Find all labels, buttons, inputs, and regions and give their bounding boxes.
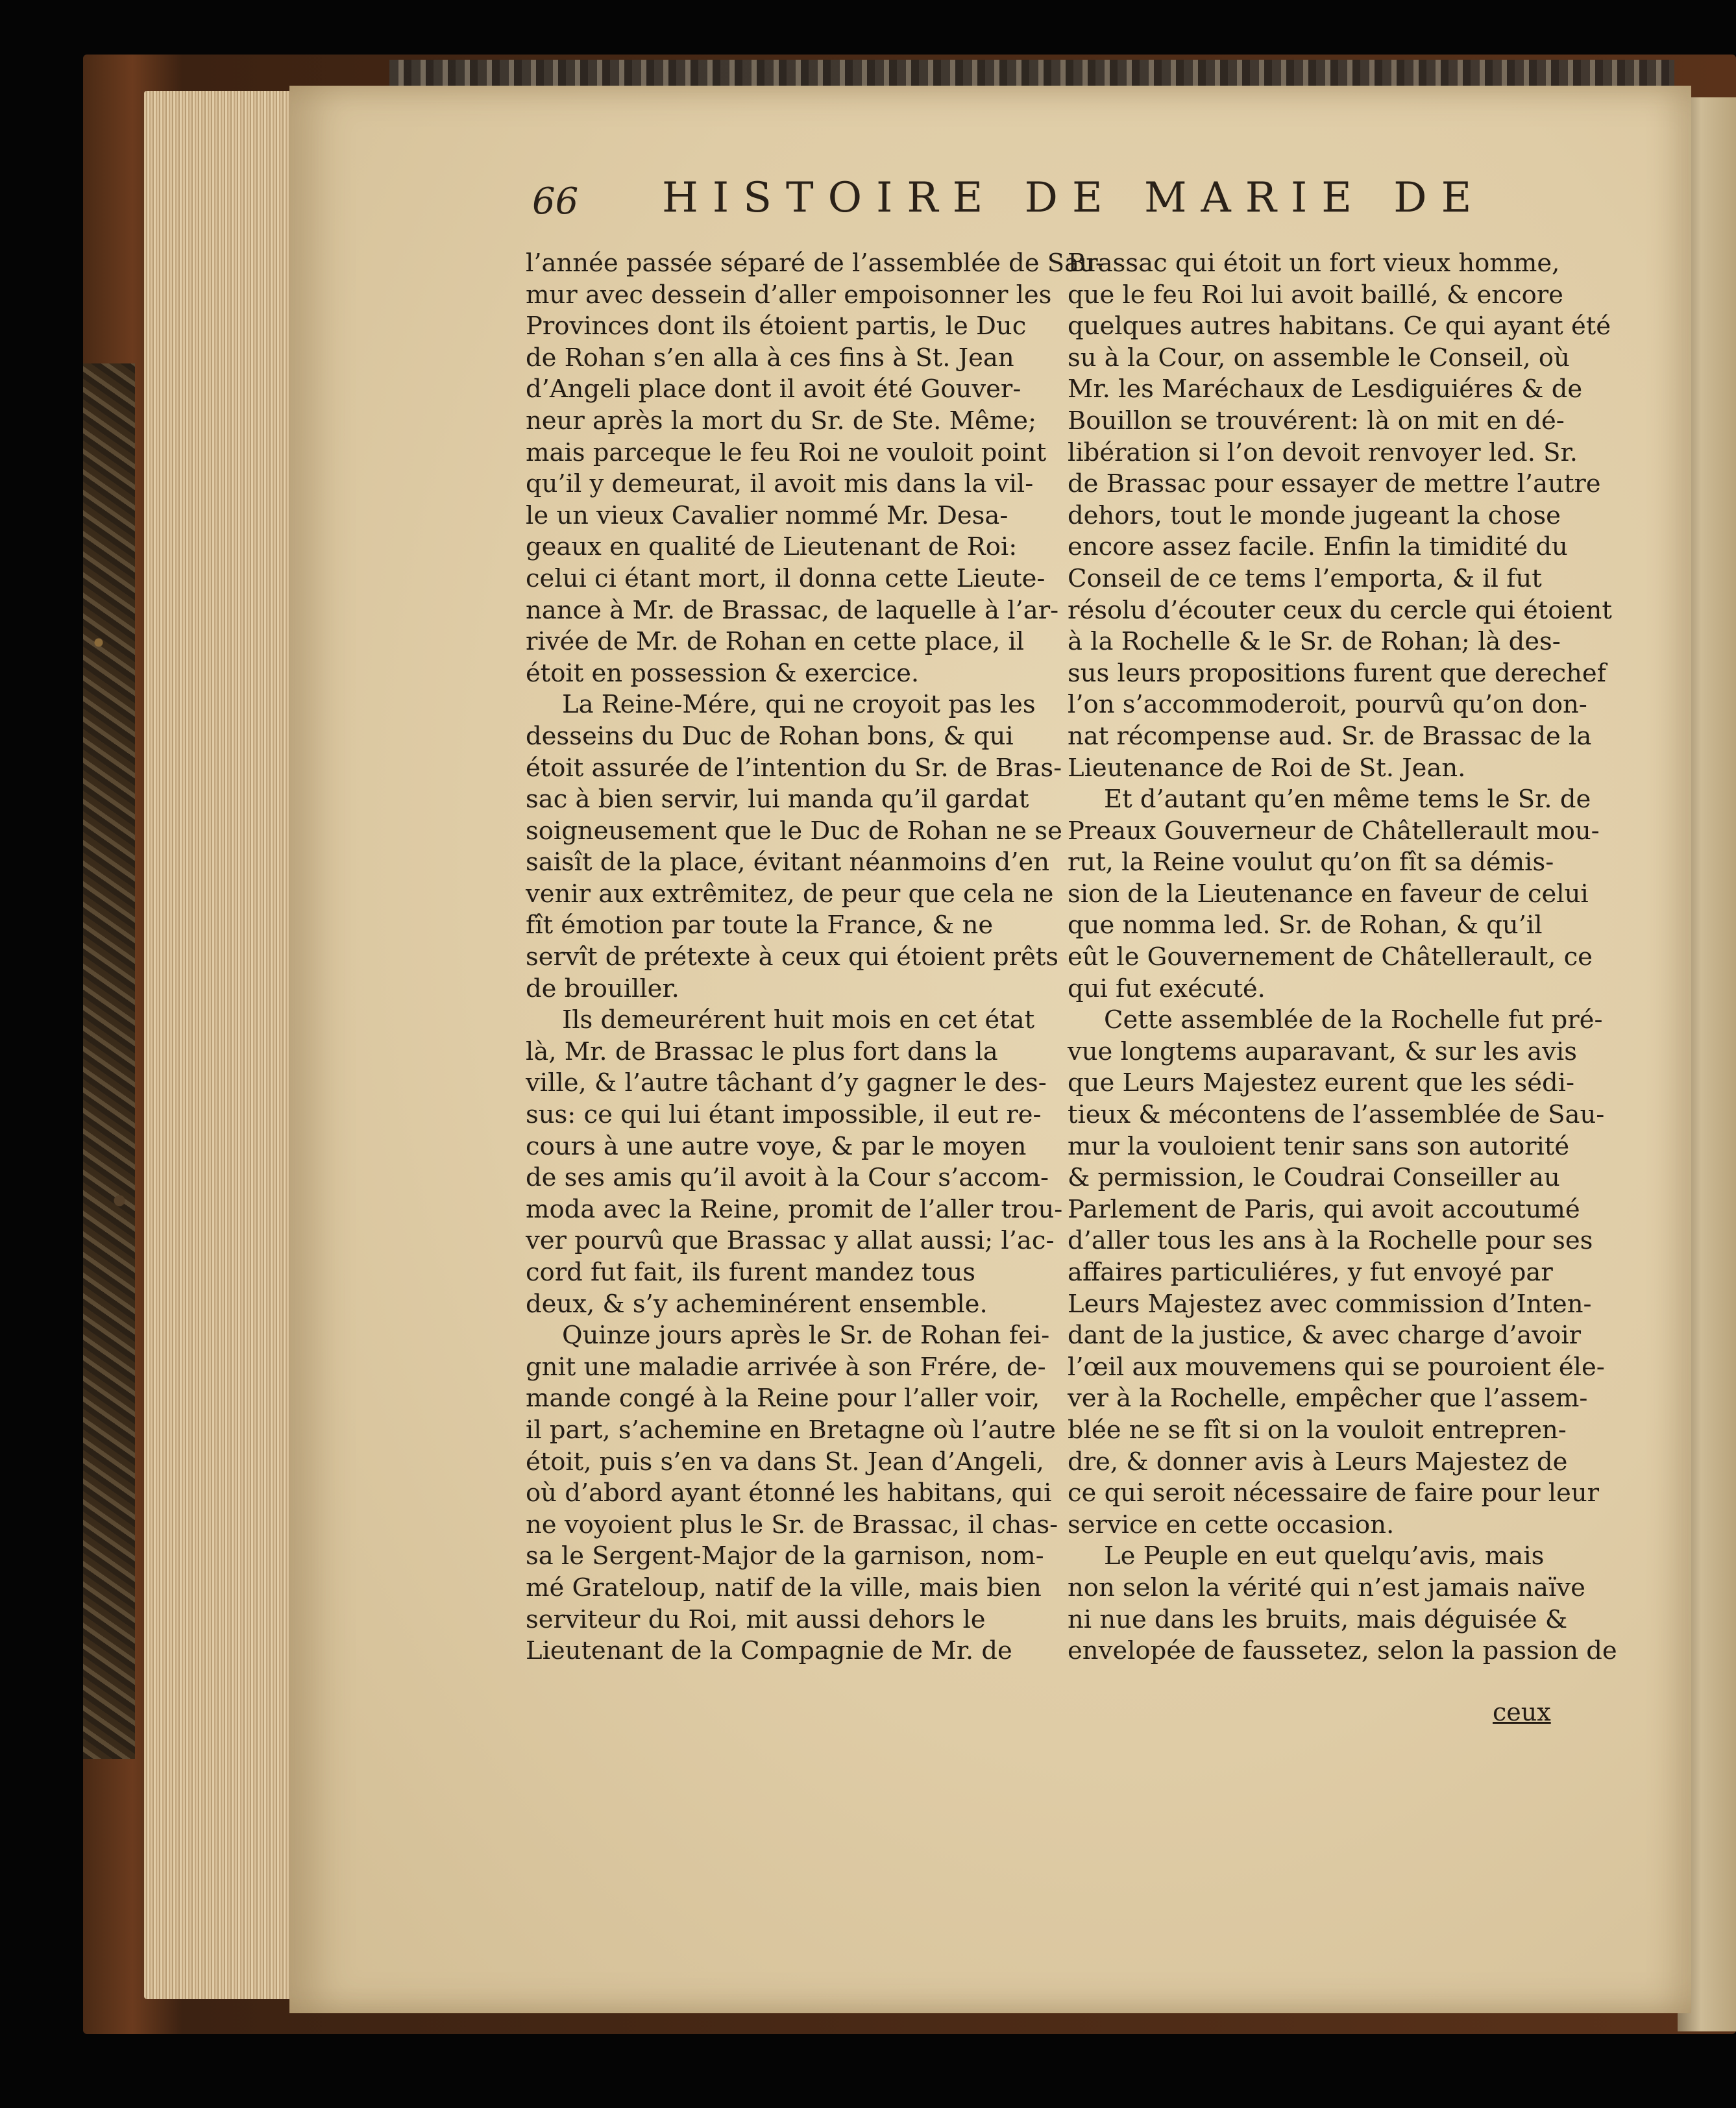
text-line: Leurs Majestez avec commission d’Inten-	[1068, 1289, 1592, 1319]
text-line: Lieutenant de la Compagnie de Mr. de	[526, 1636, 1012, 1666]
text-line: mur la vouloient tenir sans son autorité	[1068, 1131, 1570, 1161]
text-line: Provinces dont ils étoient partis, le Duc	[526, 312, 1027, 341]
text-line: nat récompense aud. Sr. de Brassac de la	[1068, 721, 1592, 751]
text-line: de ses amis qu’il avoit à la Cour s’accom-	[526, 1163, 1049, 1193]
text-line: de Rohan s’en alla à ces fins à St. Jean	[526, 343, 1014, 373]
text-line: d’aller tous les ans à la Rochelle pour ses	[1068, 1226, 1593, 1256]
text-line: rut, la Reine voulut qu’on fît sa démis-	[1068, 848, 1554, 877]
text-column-right	[1068, 248, 1617, 1667]
text-line: Et d’autant qu’en même tems le Sr. de	[1104, 785, 1591, 815]
text-line: Le Peuple en eut quelqu’avis, mais	[1104, 1541, 1545, 1571]
text-line: le un vieux Cavalier nommé Mr. Desa-	[526, 500, 1009, 530]
text-line: Bouillon se trouvérent: là on mit en dé-	[1068, 406, 1565, 435]
text-line: sus: ce qui lui étant impossible, il eut re-	[526, 1100, 1042, 1130]
text-line: Quinze jours après le Sr. de Rohan fei-	[562, 1321, 1050, 1351]
page-number: 66	[532, 180, 579, 223]
text-line: desseins du Duc de Rohan bons, & qui	[526, 721, 1014, 751]
text-line: blée ne se fît si on la vouloit entrepren-	[1068, 1415, 1567, 1445]
text-line: encore assez facile. Enfin la timidité du	[1068, 532, 1568, 562]
text-line: Parlement de Paris, qui avoit accoutumé	[1068, 1194, 1580, 1224]
text-line: Ils demeurérent huit mois en cet état	[562, 1005, 1035, 1035]
text-line: cours à une autre voye, & par le moyen	[526, 1131, 1027, 1161]
text-line: à la Rochelle & le Sr. de Rohan; là des-	[1068, 627, 1561, 657]
text-line: cord fut fait, ils furent mandez tous	[526, 1258, 976, 1287]
text-line: étoit, puis s’en va dans St. Jean d’Angeli,	[526, 1447, 1044, 1477]
text-line: que Leurs Majestez eurent que les sédi-	[1068, 1068, 1574, 1098]
text-line: qu’il y demeurat, il avoit mis dans la vil-	[526, 469, 1034, 499]
text-line: là, Mr. de Brassac le plus fort dans la	[526, 1036, 998, 1066]
text-line: mé Grateloup, natif de la ville, mais bien	[526, 1573, 1042, 1602]
text-line: & permission, le Coudrai Conseiller au	[1068, 1163, 1560, 1193]
text-line: Lieutenance de Roi de St. Jean.	[1068, 753, 1466, 783]
text-line: quelques autres habitans. Ce qui ayant été	[1068, 312, 1611, 341]
text-line: tieux & mécontens de l’assemblée de Sau-	[1068, 1100, 1605, 1130]
text-line: non selon la vérité qui n’est jamais naïve	[1068, 1573, 1585, 1602]
text-line: neur après la mort du Sr. de Ste. Même;	[526, 406, 1037, 435]
text-line: d’Angeli place dont il avoit été Gouver-	[526, 374, 1021, 404]
text-line: dant de la justice, & avec charge d’avoir	[1068, 1321, 1582, 1351]
text-line: soigneusement que le Duc de Rohan ne se	[526, 816, 1062, 846]
text-line: que le feu Roi lui avoit baillé, & encore	[1068, 280, 1563, 310]
catchword: ceux	[1493, 1698, 1551, 1726]
text-line: étoit en possession & exercice.	[526, 658, 920, 688]
text-line: il part, s’achemine en Bretagne où l’autre	[526, 1415, 1056, 1445]
text-line: où d’abord ayant étonné les habitans, qui	[526, 1478, 1052, 1508]
text-line: serviteur du Roi, mit aussi dehors le	[526, 1604, 986, 1634]
text-line: deux, & s’y acheminérent ensemble.	[526, 1289, 988, 1319]
text-line: servît de prétexte à ceux qui étoient prêts	[526, 942, 1059, 972]
text-line: envelopée de faussetez, selon la passion de	[1068, 1636, 1617, 1666]
text-line: ni nue dans les bruits, mais déguisée &	[1068, 1604, 1568, 1634]
text-line: sus leurs propositions furent que derechef	[1068, 658, 1606, 688]
text-line: geaux en qualité de Lieutenant de Roi:	[526, 532, 1018, 562]
text-line: rivée de Mr. de Rohan en cette place, il	[526, 627, 1025, 657]
text-line: celui ci étant mort, il donna cette Lieute-	[526, 563, 1045, 593]
text-line: fît émotion par toute la France, & ne	[526, 911, 994, 940]
text-line: résolu d’écouter ceux du cercle qui étoient	[1068, 595, 1612, 625]
text-column-left	[526, 248, 1104, 1667]
text-line: que nomma led. Sr. de Rohan, & qu’il	[1068, 911, 1543, 940]
text-line: mur avec dessein d’aller empoisonner les	[526, 280, 1052, 310]
text-line: eût le Gouvernement de Châtellerault, ce	[1068, 942, 1593, 972]
text-line: ver pourvû que Brassac y allat aussi; l’ac-	[526, 1226, 1055, 1256]
text-line: vue longtems auparavant, & sur les avis	[1068, 1036, 1577, 1066]
text-line: dehors, tout le monde jugeant la chose	[1068, 500, 1561, 530]
text-line: affaires particuliéres, y fut envoyé par	[1068, 1258, 1553, 1287]
text-line: ville, & l’autre tâchant d’y gagner le des-	[526, 1068, 1047, 1098]
text-line: ver à la Rochelle, empêcher que l’assem-	[1068, 1384, 1588, 1414]
text-line: su à la Cour, on assemble le Conseil, où	[1068, 343, 1570, 373]
text-line: venir aux extrêmitez, de peur que cela ne	[526, 879, 1054, 909]
text-line: l’œil aux mouvemens qui se pouroient éle-	[1068, 1352, 1605, 1382]
text-line: sac à bien servir, lui manda qu’il gardat	[526, 785, 1029, 815]
text-line: dre, & donner avis à Leurs Majestez de	[1068, 1447, 1568, 1477]
text-line: mande congé à la Reine pour l’aller voir,	[526, 1384, 1040, 1414]
text-line: étoit assurée de l’intention du Sr. de Bras-	[526, 753, 1062, 783]
text-line: gnit une maladie arrivée à son Frére, de-	[526, 1352, 1046, 1382]
spine-edge	[389, 60, 1674, 86]
text-line: saisît de la place, évitant néanmoins d’en	[526, 848, 1050, 877]
text-line: libération si l’on devoit renvoyer led. Sr.	[1068, 437, 1578, 467]
text-line: Conseil de ce tems l’emporta, & il fut	[1068, 563, 1542, 593]
marbled-board	[83, 363, 135, 1759]
text-line: qui fut exécuté.	[1068, 974, 1265, 1003]
text-line: sa le Sergent-Major de la garnison, nom-	[526, 1541, 1044, 1571]
text-line: ce qui seroit nécessaire de faire pour leur	[1068, 1478, 1600, 1508]
text-line: sion de la Lieutenance en faveur de celui	[1068, 879, 1589, 909]
text-line: Preaux Gouverneur de Châtellerault mou-	[1068, 816, 1600, 846]
text-line: de Brassac pour essayer de mettre l’autre	[1068, 469, 1601, 499]
running-head: HISTOIRE DE MARIE DE	[662, 174, 1486, 222]
page-header	[532, 174, 1493, 239]
text-line: La Reine-Mére, qui ne croyoit pas les	[562, 690, 1036, 720]
text-line: nance à Mr. de Brassac, de laquelle à l’ar-	[526, 595, 1059, 625]
text-line: service en cette occasion.	[1068, 1510, 1395, 1539]
text-line: Cette assemblée de la Rochelle fut pré-	[1104, 1005, 1603, 1035]
text-line: de brouiller.	[526, 974, 679, 1003]
text-line: Mr. les Maréchaux de Lesdiguiéres & de	[1068, 374, 1583, 404]
text-line: moda avec la Reine, promit de l’aller trou-	[526, 1194, 1063, 1224]
text-line: l’on s’accommoderoit, pourvû qu’on don-	[1068, 690, 1587, 720]
text-line: Brassac qui étoit un fort vieux homme,	[1068, 249, 1560, 278]
text-line: l’année passée séparé de l’assemblée de Sau-	[526, 249, 1104, 278]
page-edges	[144, 91, 300, 1999]
text-line: ne voyoient plus le Sr. de Brassac, il chas-	[526, 1510, 1058, 1539]
text-line: mais parceque le feu Roi ne vouloit point	[526, 437, 1047, 467]
